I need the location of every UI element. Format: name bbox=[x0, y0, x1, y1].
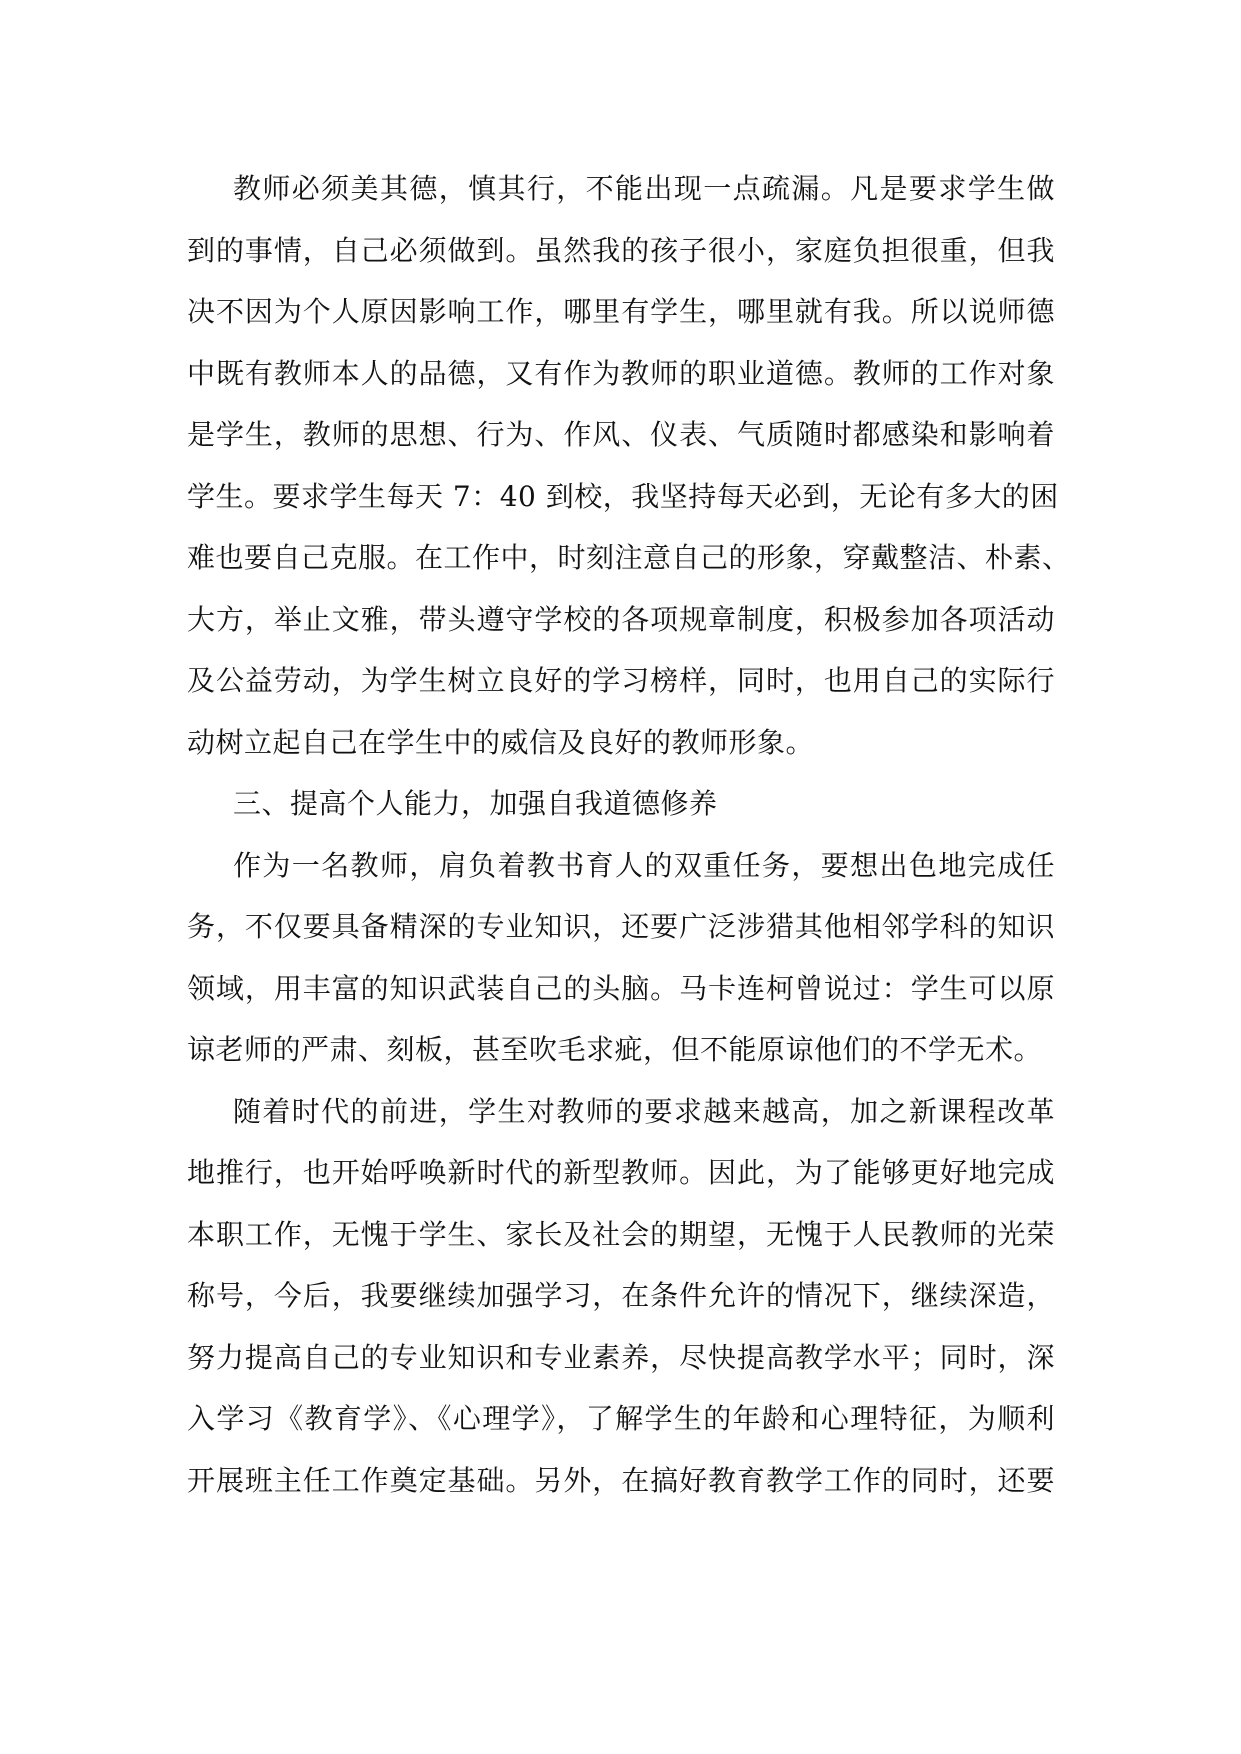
text-line: 动树立起自己在学生中的威信及良好的教师形象。 bbox=[187, 725, 815, 759]
text-line: 到的事情，自己必须做到。虽然我的孩子很小，家庭负担很重，但我 bbox=[187, 233, 1055, 267]
text-line: 中既有教师本人的品德，又有作为教师的职业道德。教师的工作对象 bbox=[187, 356, 1055, 390]
text-line: 地推行，也开始呼唤新时代的新型教师。因此，为了能够更好地完成 bbox=[187, 1156, 1055, 1189]
text-line: 是学生，教师的思想、行为、作风、仪表、气质随时都感染和影响着 bbox=[187, 418, 1055, 451]
text-line: 教师必须美其德，慎其行，不能出现一点疏漏。凡是要求学生做 bbox=[233, 172, 1055, 205]
text-line: 开展班主任工作奠定基础。另外，在搞好教育教学工作的同时，还要 bbox=[187, 1463, 1055, 1497]
text-line: 谅老师的严肃、刻板，甚至吹毛求疵，但不能原谅他们的不学无术。 bbox=[187, 1033, 1043, 1066]
text-line: 随着时代的前进，学生对教师的要求越来越高，加之新课程改革 bbox=[233, 1094, 1055, 1128]
text-line: 务，不仅要具备精深的专业知识，还要广泛涉猎其他相邻学科的知识 bbox=[187, 910, 1055, 943]
text-line: 称号，今后，我要继续加强学习，在条件允许的情况下，继续深造， bbox=[187, 1279, 1055, 1312]
text-line: 领域，用丰富的知识武装自己的头脑。马卡连柯曾说过：学生可以原 bbox=[187, 971, 1055, 1005]
text-line: 及公益劳动，为学生树立良好的学习榜样，同时，也用自己的实际行 bbox=[187, 664, 1055, 697]
document-body bbox=[187, 158, 1071, 1511]
text-line: 三、提高个人能力，加强自我道德修养 bbox=[233, 787, 718, 820]
text-line: 大方，举止文雅，带头遵守学校的各项规章制度，积极参加各项活动 bbox=[187, 602, 1055, 636]
text-line: 学生。要求学生每天 7：40 到校，我坚持每天必到，无论有多大的困 bbox=[187, 479, 1059, 513]
text-line: 作为一名教师，肩负着教书育人的双重任务，要想出色地完成任 bbox=[233, 848, 1055, 882]
text-line: 难也要自己克服。在工作中，时刻注意自己的形象，穿戴整洁、朴素、 bbox=[187, 541, 1071, 574]
text-line: 本职工作，无愧于学生、家长及社会的期望，无愧于人民教师的光荣 bbox=[187, 1217, 1055, 1251]
text-line: 决不因为个人原因影响工作，哪里有学生，哪里就有我。所以说师德 bbox=[187, 295, 1055, 328]
text-line: 努力提高自己的专业知识和专业素养，尽快提高教学水平；同时，深 bbox=[187, 1340, 1055, 1374]
text-line: 入学习《教育学》、《心理学》，了解学生的年龄和心理特征，为顺利 bbox=[187, 1402, 1055, 1435]
